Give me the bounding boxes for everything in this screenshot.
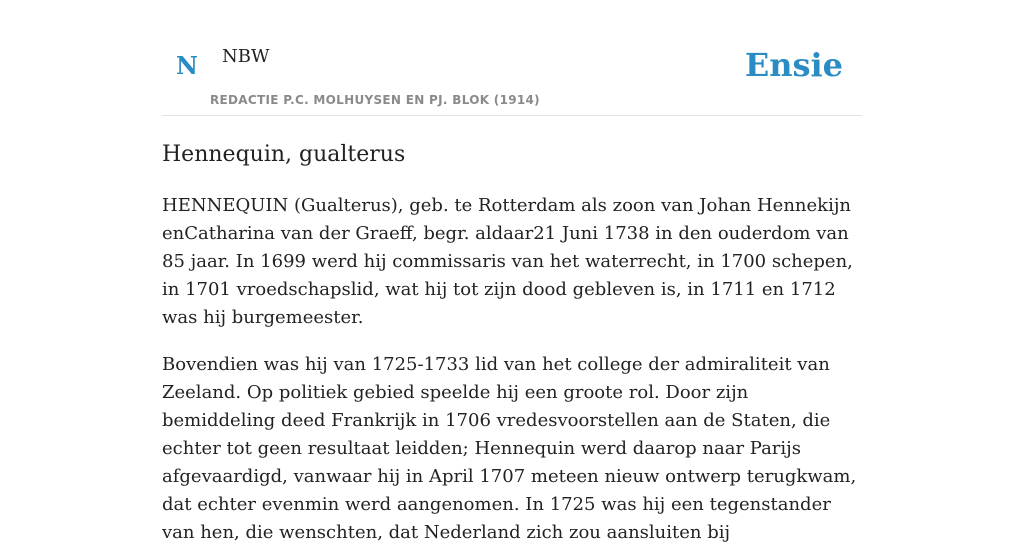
brand-logo[interactable]: Ensie xyxy=(744,46,843,84)
source-header xyxy=(162,0,862,116)
page xyxy=(162,0,862,547)
source-logo[interactable]: N xyxy=(176,51,198,80)
article xyxy=(162,142,862,547)
article-paragraph: HENNEQUIN (Gualterus), geb. te Rotterdam als zoon van Johan Hennekijn enCatharina van der Graeff, begr. aldaar21 Juni 1738 in den ouderdom van 85 jaar. In 1699 werd hij commissaris van het waterrecht, in 1700 schepen, in 1701 vroedschapslid, wat hij tot zijn dood gebleven is, in 1711 en 1712 was hij burgemeester. xyxy=(162,195,853,329)
article-paragraph: Bovendien was hij van 1725-1733 lid van het college der admiraliteit van Zeeland. Op politiek gebied speelde hij een groote rol. Door zijn bemiddeling deed Frankrijk in 1706 vredesvoorstellen aan de Staten, die echter tot geen resultaat leidden; Hennequin werd daarop naar Parijs afgevaardigd, vanwaar hij in April 1707 meteen nieuw ontwerp terugkwam, dat echter evenmin werd aangenomen. In 1725 was hij een tegenstander van hen, die wenschten, dat Nederland zich zou aansluiten bij xyxy=(162,354,857,544)
source-subtitle: REDACTIE P.C. MOLHUYSEN EN PJ. BLOK (1914) xyxy=(210,93,540,107)
article-title: Hennequin, gualterus xyxy=(162,142,406,167)
source-name[interactable]: NBW xyxy=(222,46,270,67)
